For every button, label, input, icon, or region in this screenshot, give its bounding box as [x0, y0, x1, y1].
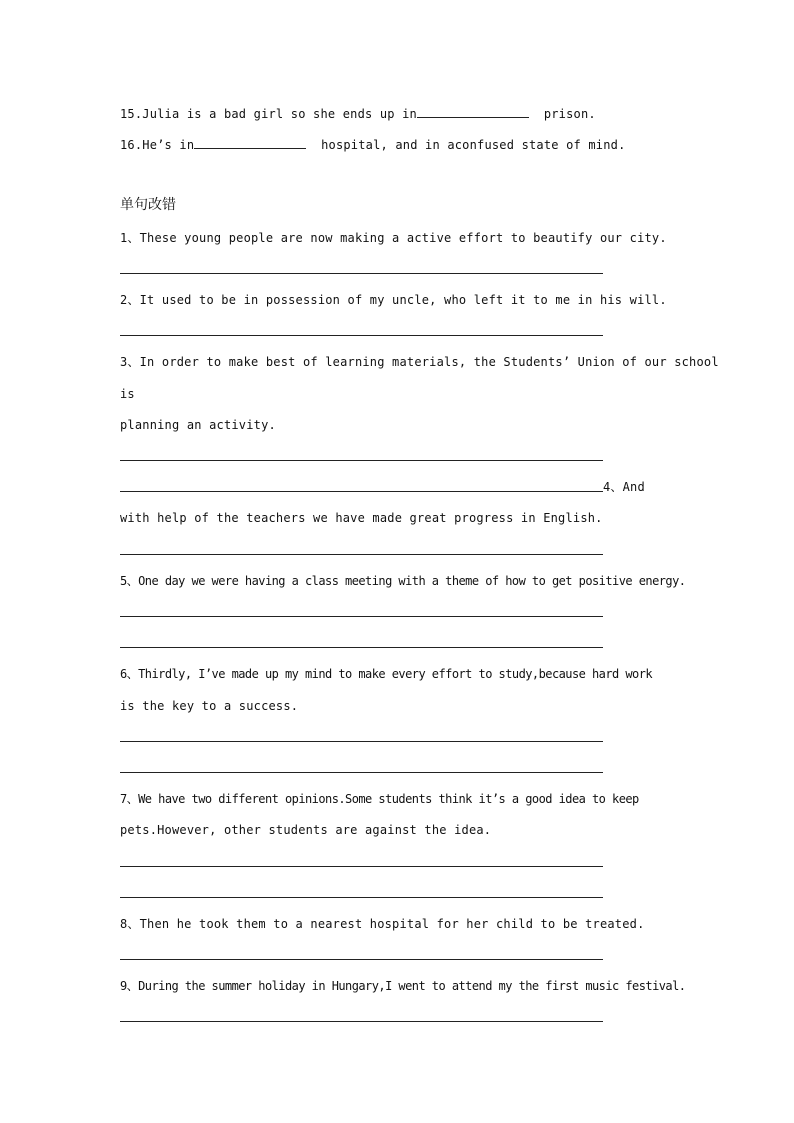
question-16: [120, 136, 626, 153]
q15-before: 15.Julia is a bad girl so she ends up in: [120, 107, 417, 121]
item-4-text: with help of the teachers we have made great progress in English.: [120, 511, 603, 525]
q15-blank[interactable]: [417, 105, 529, 118]
q15-after: prison.: [528, 107, 596, 121]
item-5-answer-line[interactable]: [120, 616, 603, 617]
q16-after: hospital, and in aconfused state of mind.: [306, 138, 626, 152]
item-8-text: 8、Then he took them to a nearest hospital for her child to be treated.: [120, 917, 645, 931]
q16-blank[interactable]: [194, 136, 306, 149]
item-6-answer-line[interactable]: [120, 741, 603, 742]
item-9-answer-line[interactable]: [120, 1021, 603, 1022]
item-2-answer-line[interactable]: [120, 335, 603, 336]
item-7-text: 7、We have two different opinions.Some students think it’s a good idea to keep: [120, 792, 639, 806]
item-4-number: 4、And: [603, 480, 645, 494]
item-3-answer-line-2[interactable]: [120, 491, 603, 492]
item-6-answer-line-2[interactable]: [120, 772, 603, 773]
item-5-text: 5、One day we were having a class meeting with a theme of how to get positive energy.: [120, 574, 686, 588]
item-6-text: 6、Thirdly, I’ve made up my mind to make every effort to study,because hard work: [120, 667, 653, 681]
item-2-text: 2、It used to be in possession of my uncle, who left it to me in his will.: [120, 293, 667, 307]
item-6-text-cont: is the key to a success.: [120, 699, 299, 713]
item-3-text: 3、In order to make best of learning materials, the Students’ Union of our school: [120, 355, 719, 369]
item-3-answer-line[interactable]: [120, 460, 603, 461]
item-8-answer-line[interactable]: [120, 959, 603, 960]
item-1-text: 1、These young people are now making a active effort to beautify our city.: [120, 231, 667, 245]
item-7-answer-line[interactable]: [120, 866, 603, 867]
item-1-answer-line[interactable]: [120, 273, 603, 274]
question-15: [120, 105, 596, 122]
item-7-text-cont: pets.However, other students are against the idea.: [120, 823, 492, 837]
item-4-answer-line[interactable]: [120, 554, 603, 555]
section-title: 单句改错: [120, 197, 176, 213]
item-5-answer-line-2[interactable]: [120, 647, 603, 648]
item-3-text-cont: is: [120, 387, 135, 401]
q16-before: 16.He’s in: [120, 138, 195, 152]
item-3-text-cont2: planning an activity.: [120, 418, 276, 432]
item-9-text: 9、During the summer holiday in Hungary,I went to attend my the first music festival.: [120, 979, 686, 993]
item-7-answer-line-2[interactable]: [120, 897, 603, 898]
